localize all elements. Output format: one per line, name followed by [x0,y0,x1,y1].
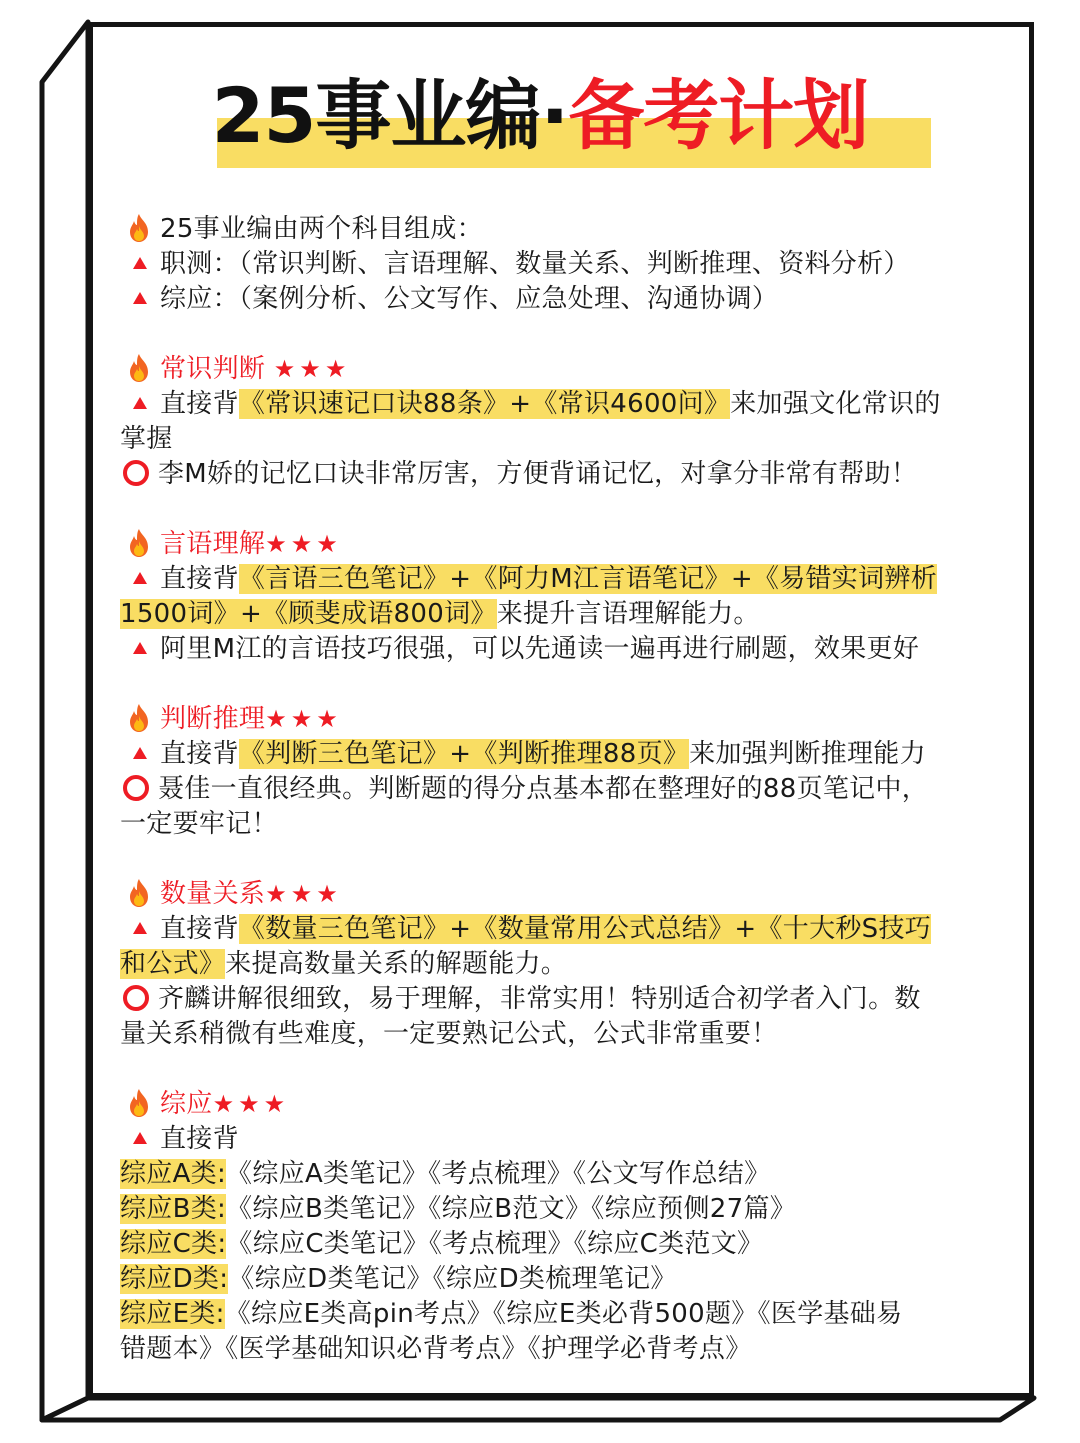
triangle-icon [132,746,148,760]
star-rating: ★★★ [265,880,342,908]
panduan-books: 《判断三色笔记》+《判断推理88页》 [238,739,690,769]
panduan-heading: 判断推理 [160,704,266,734]
star-rating: ★★★ [212,1090,290,1118]
category-books-continued: 错题本》《医学基础知识必背考点》《护理学必背考点》 [120,1334,752,1364]
triangle-icon [132,641,148,655]
fire-icon [126,878,152,908]
panduan-books-line [120,737,1000,772]
triangle-icon [132,571,148,585]
red-ring-icon [122,984,150,1012]
star-rating: ★★★ [273,355,351,383]
changshi-heading: 常识判断 [160,354,266,384]
zongying-prefix: 直接背 [160,1124,239,1154]
changshi-books-line [120,387,1000,422]
changshi-heading-line [120,352,1000,387]
fire-icon [126,703,152,733]
yanyu-note: 阿里M江的言语技巧很强，可以先通读一遍再进行刷题，效果更好 [160,634,920,664]
shuliang-books-a: 《数量三色笔记》+《数量常用公式总结》+《十大秒S技巧 [238,914,932,944]
page-title-block [0,60,1080,170]
list-item [120,1262,1000,1297]
yanyu-prefix: 直接背 [160,564,239,594]
shuliang-books-b: 和公式》 [120,949,226,979]
shuliang-note-b: 量关系稍微有些难度，一定要熟记公式，公式非常重要！ [120,1019,778,1049]
list-item [120,1227,1000,1262]
zongying-heading-line [120,1087,1000,1122]
category-label: 综应B类: [120,1194,227,1224]
section-intro [120,212,1000,317]
star-rating: ★★★ [265,705,342,733]
intro-zongying: 综应：（案例分析、公文写作、应急处理、沟通协调） [160,284,779,314]
section-changshi [120,352,1000,492]
yanyu-books-b: 1500词》+《顾斐成语800词》 [120,599,497,629]
list-item [120,1192,1000,1227]
intro-zhice: 职测：（常识判断、言语理解、数量关系、判断推理、资料分析） [160,249,910,279]
triangle-icon [132,921,148,935]
fire-icon [126,353,152,383]
panduan-heading-line [120,702,1000,737]
shuliang-prefix: 直接背 [160,914,239,944]
category-books: 《综应A类笔记》《考点梳理》《公文写作总结》 [226,1159,771,1189]
list-item [120,1297,1000,1332]
zongying-heading: 综应 [160,1089,213,1119]
yanyu-books-line [120,562,1000,597]
fire-icon [126,1088,152,1118]
intro-zhice-line [120,247,1000,282]
triangle-icon [132,1131,148,1145]
title-black-part: 25事业编· [211,71,569,160]
panduan-prefix: 直接背 [160,739,239,769]
section-zongying [120,1087,1000,1367]
content [120,212,1000,1402]
intro-zongying-line [120,282,1000,317]
changshi-note: 李M娇的记忆口诀非常厉害，方便背诵记忆，对拿分非常有帮助！ [158,459,918,489]
category-books: 《综应B类笔记》《综应B范文》《综应预侧27篇》 [226,1194,797,1224]
triangle-icon [132,256,148,270]
yanyu-books-a: 《言语三色笔记》+《阿力M江言语笔记》+《易错实词辨析 [238,564,938,594]
fire-icon [126,528,152,558]
triangle-icon [132,396,148,410]
panduan-note-a: 聂佳一直很经典。判断题的得分点基本都在整理好的88页笔记中， [158,774,929,804]
shuliang-books-line [120,912,1000,947]
shuliang-suffix: 来提高数量关系的解题能力。 [225,949,568,979]
panduan-note-line [120,772,1000,807]
changshi-prefix: 直接背 [160,389,239,419]
yanyu-suffix: 来提升言语理解能力。 [496,599,760,629]
category-books: 《综应E类高pin考点》《综应E类必背500题》《医学基础易 [224,1299,903,1329]
page-title [0,68,1080,164]
category-books: 《综应D类笔记》《综应D类梳理笔记》 [228,1264,677,1294]
star-rating: ★★★ [265,530,342,558]
changshi-books: 《常识速记口诀88条》+《常识4600问》 [238,389,731,419]
panduan-note-b: 一定要牢记！ [120,809,278,839]
category-label: 综应A类: [120,1159,227,1189]
changshi-suffix-line: 掌握 [120,424,173,454]
yanyu-note-line [120,632,1000,667]
yanyu-heading-line [120,527,1000,562]
category-label: 综应E类: [120,1299,225,1329]
category-books: 《综应C类笔记》《考点梳理》《综应C类范文》 [226,1229,764,1259]
fire-icon [126,213,152,243]
shuliang-note-a: 齐麟讲解很细致，易于理解，非常实用！特别适合初学者入门。数 [158,984,921,1014]
changshi-note-line [120,457,1000,492]
zongying-prefix-line [120,1122,1000,1157]
shuliang-heading-line [120,877,1000,912]
section-yanyu [120,527,1000,667]
red-ring-icon [122,459,150,487]
shuliang-books-line-2 [120,947,1000,982]
category-label: 综应D类: [120,1264,229,1294]
section-panduan [120,702,1000,842]
intro-heading: 25事业编由两个科目组成： [160,214,483,244]
list-item [120,1157,1000,1192]
triangle-icon [132,291,148,305]
category-label: 综应C类: [120,1229,227,1259]
section-shuliang [120,877,1000,1052]
yanyu-heading: 言语理解 [160,529,266,559]
shuliang-note-line [120,982,1000,1017]
red-ring-icon [122,774,150,802]
changshi-suffix: 来加强文化常识的 [730,389,941,419]
shuliang-heading: 数量关系 [160,879,266,909]
title-red-part: 备考计划 [568,71,869,160]
yanyu-books-line-2 [120,597,1000,632]
panduan-suffix: 来加强判断推理能力 [689,739,926,769]
intro-heading-line [120,212,1000,247]
